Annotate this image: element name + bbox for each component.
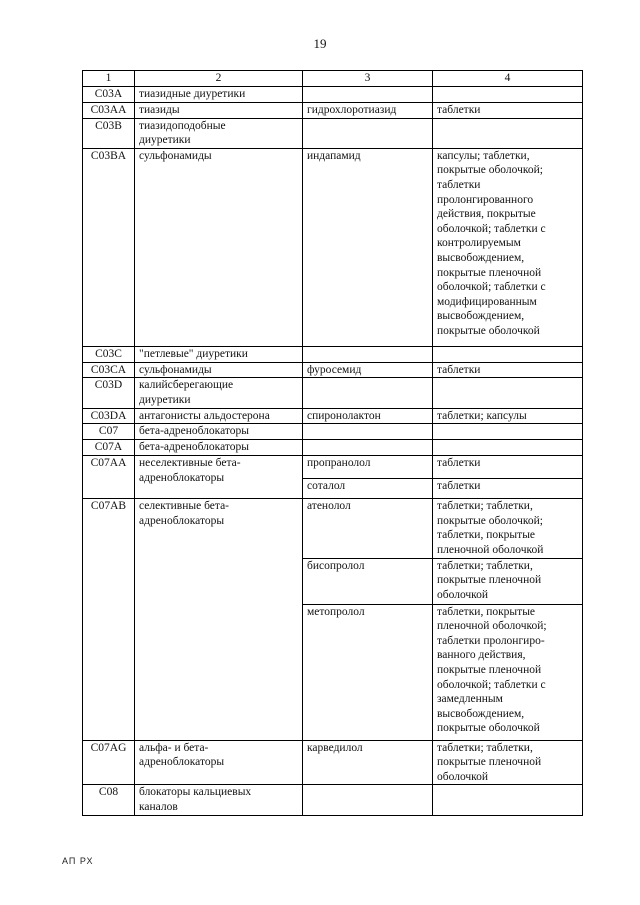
group-name-cell: бета-адреноблокаторы — [135, 440, 303, 456]
atc-code-cell: C03B — [83, 118, 135, 148]
header-cell-code: 1 — [83, 71, 135, 87]
drug-name-cell: индапамид — [303, 148, 433, 346]
table-row — [83, 424, 583, 440]
drug-name-cell: соталол — [303, 479, 433, 499]
table-row — [83, 440, 583, 456]
header-cell-form: 4 — [433, 71, 583, 87]
atc-code-cell: C07 — [83, 424, 135, 440]
table-row — [83, 378, 583, 408]
table-row — [83, 103, 583, 119]
atc-code-cell: C03D — [83, 378, 135, 408]
dosage-form-cell: таблетки — [433, 103, 583, 119]
group-name-cell: неселективные бета- адреноблокаторы — [135, 456, 303, 499]
dosage-form-cell: капсулы; таблетки, покрытые оболочкой; таблетки пролонгированного действия, покрытые оболочкой; таблетки с контролируемым высвобождением, покрытые пленочной оболочкой; таблетки с модифицированным высвобождением, покрытые оболочкой — [433, 148, 583, 346]
page-number: 19 — [313, 36, 327, 51]
dosage-form-cell — [433, 785, 583, 815]
table-row — [83, 346, 583, 362]
table-row — [83, 87, 583, 103]
drug-name-cell: карведилол — [303, 740, 433, 785]
table-row — [83, 148, 583, 346]
group-name-cell: калийсберегающие диуретики — [135, 378, 303, 408]
dosage-form-cell: таблетки; таблетки, покрытые пленочной оболочкой — [433, 740, 583, 785]
atc-code-cell: C03C — [83, 346, 135, 362]
group-name-cell: тиазиды — [135, 103, 303, 119]
drug-table — [82, 70, 583, 816]
table-body — [83, 71, 583, 816]
drug-name-cell: атенолол — [303, 499, 433, 558]
group-name-cell: блокаторы кальциевых каналов — [135, 785, 303, 815]
atc-code-cell: C07AA — [83, 456, 135, 499]
drug-name-cell: гидрохлоротиазид — [303, 103, 433, 119]
atc-code-cell: C07AG — [83, 740, 135, 785]
group-name-cell: тиазидоподобные диуретики — [135, 118, 303, 148]
atc-code-cell: C07A — [83, 440, 135, 456]
drug-name-cell — [303, 87, 433, 103]
drug-name-cell: метопролол — [303, 604, 433, 740]
dosage-form-cell — [433, 346, 583, 362]
table-row — [83, 118, 583, 148]
atc-code-cell: C08 — [83, 785, 135, 815]
drug-name-cell: пропранолол — [303, 456, 433, 479]
table-row — [83, 408, 583, 424]
drug-name-cell — [303, 440, 433, 456]
atc-code-cell: C07AB — [83, 499, 135, 740]
group-name-cell: тиазидные диуретики — [135, 87, 303, 103]
header-cell-group: 2 — [135, 71, 303, 87]
table-header-row — [83, 71, 583, 87]
drug-name-cell — [303, 424, 433, 440]
dosage-form-cell: таблетки; капсулы — [433, 408, 583, 424]
dosage-form-cell — [433, 440, 583, 456]
dosage-form-cell: таблетки — [433, 362, 583, 378]
dosage-form-cell: таблетки; таблетки, покрытые пленочной оболочкой — [433, 558, 583, 604]
group-name-cell: "петлевые" диуретики — [135, 346, 303, 362]
table-row — [83, 740, 583, 785]
group-name-cell: сульфонамиды — [135, 148, 303, 346]
table-row — [83, 362, 583, 378]
dosage-form-cell — [433, 424, 583, 440]
group-name-cell: сульфонамиды — [135, 362, 303, 378]
dosage-form-cell: таблетки — [433, 479, 583, 499]
group-name-cell: бета-адреноблокаторы — [135, 424, 303, 440]
dosage-form-cell — [433, 87, 583, 103]
atc-code-cell: C03DA — [83, 408, 135, 424]
footer-mark: АП РХ — [62, 856, 94, 866]
drug-name-cell: бисопролол — [303, 558, 433, 604]
group-name-cell: селективные бета- адреноблокаторы — [135, 499, 303, 740]
table-row — [83, 456, 583, 479]
drug-name-cell — [303, 346, 433, 362]
atc-code-cell: C03A — [83, 87, 135, 103]
header-cell-drug: 3 — [303, 71, 433, 87]
dosage-form-cell — [433, 118, 583, 148]
atc-code-cell: C03BA — [83, 148, 135, 346]
group-name-cell: антагонисты альдостерона — [135, 408, 303, 424]
dosage-form-cell: таблетки — [433, 456, 583, 479]
table-row — [83, 499, 583, 558]
drug-name-cell: спиронолактон — [303, 408, 433, 424]
drug-name-cell: фуросемид — [303, 362, 433, 378]
group-name-cell: альфа- и бета- адреноблокаторы — [135, 740, 303, 785]
drug-name-cell — [303, 785, 433, 815]
drug-name-cell — [303, 118, 433, 148]
dosage-form-cell: таблетки, покрытые пленочной оболочкой; таблетки пролонгиро- ванного действия, покрытые пленочной оболочкой; таблетки с замедленным высвобождением, покрытые оболочкой — [433, 604, 583, 740]
table-row — [83, 785, 583, 815]
dosage-form-cell — [433, 378, 583, 408]
dosage-form-cell: таблетки; таблетки, покрытые оболочкой; таблетки, покрытые пленочной оболочкой — [433, 499, 583, 558]
atc-code-cell: C03CA — [83, 362, 135, 378]
atc-code-cell: C03AA — [83, 103, 135, 119]
drug-name-cell — [303, 378, 433, 408]
